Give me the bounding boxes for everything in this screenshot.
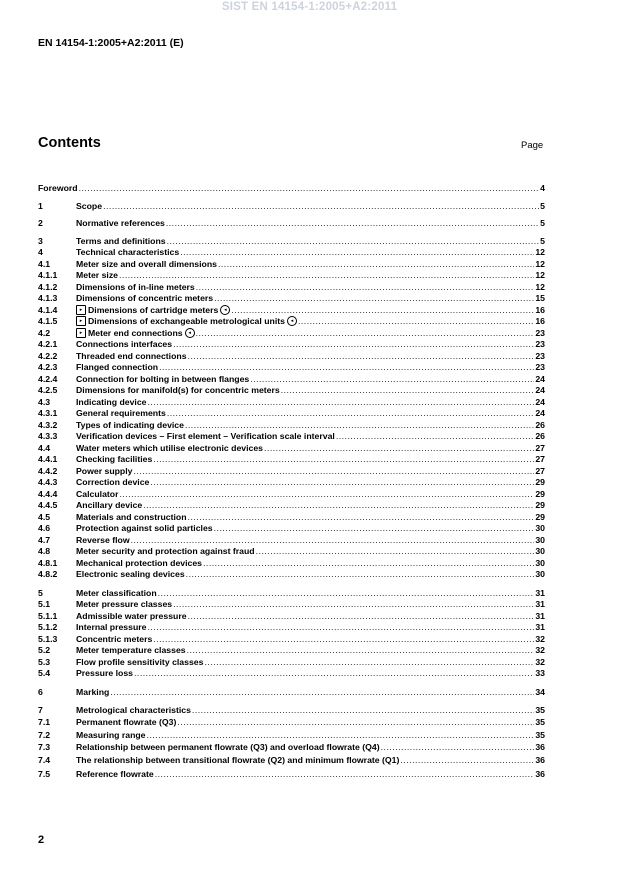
toc-entry-title [76,408,166,420]
toc-leader-dots [134,668,534,680]
toc-entry-page: 12 [535,258,545,269]
toc-leader-dots [298,316,534,328]
toc-entry-page: 30 [535,534,545,545]
toc-entry-number: 2 [38,218,43,228]
toc-entry-title [76,201,102,213]
toc-entry-title [76,687,109,699]
toc-entry-page: 23 [535,362,545,372]
toc-entry-title-text: Protection against solid particles [76,523,213,533]
page-column-label: Page [521,140,544,151]
toc-entry[interactable] [38,622,545,634]
toc-entry-title [76,742,380,754]
toc-entry-title [76,218,165,230]
amendment-end-icon: ◂ [287,316,297,326]
toc-entry-number: 5 [38,587,43,598]
toc-entry-title-text: Pressure loss [76,668,133,678]
toc-entry-title [76,546,255,558]
toc-entry[interactable] [38,293,545,305]
toc-entry-title-text: Threaded end connections [76,350,187,361]
toc-entry-page: 12 [535,281,545,292]
toc-entry-page: 34 [535,686,545,697]
toc-leader-dots [153,634,534,646]
toc-entry-title-text: Reference flowrate [76,768,154,779]
toc-entry-page: 27 [535,442,545,453]
toc-entry-number: 7.1 [38,716,51,727]
toc-entry-number: 4.4 [38,442,51,453]
toc-entry[interactable] [38,599,545,611]
toc-entry-page: 5 [540,218,545,228]
toc-entry-title [76,569,185,581]
toc-entry-number: 5.1 [38,599,51,609]
toc-entry-number: 4.1.5 [38,316,58,326]
toc-entry[interactable] [38,611,545,623]
toc-entry-number: 4.3.2 [38,419,58,430]
toc-entry-page: 24 [535,373,545,384]
toc-entry-title-text: Meter end connections [88,327,183,338]
toc-entry-number: 4.1.4 [38,304,58,315]
toc-entry-page: 23 [535,339,545,349]
toc-entry[interactable] [38,201,545,213]
toc-entry-page: 35 [535,716,545,727]
toc-entry-number: 4.2.3 [38,362,58,372]
toc-entry-title [76,362,158,374]
toc-entry[interactable] [38,558,545,570]
toc-entry-title-text: Measuring range [76,730,146,740]
toc-entry-title [76,351,187,363]
toc-entry-title-text: Internal pressure [76,622,147,632]
toc-leader-dots [173,599,534,611]
toc-entry[interactable] [38,328,545,340]
toc-entry-title [76,717,176,729]
toc-leader-dots [192,705,534,717]
toc-leader-dots [155,769,535,781]
toc-leader-dots [231,305,534,317]
amendment-start-icon: ▸ [76,305,86,315]
table-of-contents [38,176,545,780]
toc-entry-page: 36 [535,768,545,779]
toc-entry[interactable] [38,305,545,317]
toc-entry-title-text: General requirements [76,408,166,418]
toc-entry-number: 4.2 [38,327,51,338]
toc-entry[interactable] [38,443,545,455]
toc-entry-title [76,293,213,305]
toc-entry-number: 4.5 [38,511,51,522]
toc-leader-dots [400,755,534,767]
toc-entry[interactable] [38,282,545,294]
toc-entry-title [76,512,187,524]
toc-entry-title-text: Dimensions for manifold(s) for concentric meters [76,385,280,395]
toc-entry-page: 5 [540,200,545,211]
amendment-end-icon: ◂ [185,328,195,338]
toc-entry-number: 4.2.4 [38,373,58,384]
toc-entry[interactable] [38,634,545,646]
toc-entry-title-text: Metrological characteristics [76,705,191,715]
toc-entry-number: 7.4 [38,755,51,765]
toc-entry-number: 4.1 [38,258,51,269]
amendment-start-icon: ▸ [76,328,86,338]
toc-leader-dots [204,657,534,669]
toc-entry-title [76,705,191,717]
toc-entry-page: 16 [535,304,545,315]
toc-entry-title-text: Ancillary device [76,500,143,510]
toc-entry[interactable] [38,769,545,781]
toc-entry-number: 4.4.5 [38,500,58,510]
toc-leader-dots [185,420,534,432]
toc-entry-page: 15 [535,293,545,303]
toc-entry-title [76,466,132,478]
amendment-end-icon: ◂ [220,305,230,315]
toc-entry-title-text: Meter classification [76,587,157,598]
toc-entry-number: 4.6 [38,523,51,533]
toc-entry[interactable] [38,500,545,512]
toc-leader-dots [166,218,539,230]
toc-entry-page: 4 [540,183,545,193]
toc-entry-title [76,500,142,512]
toc-leader-dots [187,645,535,657]
toc-entry[interactable] [38,687,545,699]
toc-leader-dots [250,374,534,386]
toc-entry-title-text: Foreword [38,183,78,193]
toc-entry-number: 5.1.3 [38,633,58,644]
amendment-start-icon: ▸ [76,316,86,326]
toc-entry-number: 5.2 [38,645,51,655]
toc-leader-dots [214,293,534,305]
toc-leader-dots [110,687,534,699]
toc-entry-title [76,443,263,455]
toc-entry-title [76,477,149,489]
toc-entry-title-text: Connection for bolting in between flanges [76,373,250,384]
toc-leader-dots [264,443,534,455]
toc-entry-page: 29 [535,511,545,522]
toc-entry-title-text: Technical characteristics [76,247,180,257]
toc-entry-title [76,611,187,623]
toc-entry-page: 32 [535,645,545,655]
toc-entry-title [76,328,195,340]
toc-entry-title [76,599,172,611]
toc-entry[interactable] [38,218,545,230]
toc-entry-title-text: Flanged connection [76,362,159,372]
toc-leader-dots [167,236,540,248]
toc-entry-page: 12 [535,247,545,257]
toc-leader-dots [131,535,535,547]
toc-leader-dots [177,717,534,729]
toc-entry-title-text: Reverse flow [76,534,130,545]
toc-leader-dots [167,408,535,420]
toc-leader-dots [147,397,534,409]
toc-entry-number: 4.2.1 [38,339,58,349]
toc-entry-title [76,397,146,409]
toc-leader-dots [158,588,535,600]
toc-entry-number: 4.4.3 [38,477,58,487]
toc-entry-page: 26 [535,431,545,441]
toc-entry-page: 36 [535,741,545,752]
toc-entry-number: 4.2.2 [38,350,58,361]
toc-leader-dots [336,431,535,443]
toc-entry-title [76,316,297,328]
toc-entry-title [76,282,195,294]
toc-entry-page: 35 [535,705,545,715]
toc-entry[interactable] [38,512,545,524]
toc-entry-number: 4.1.3 [38,293,58,303]
toc-leader-dots [188,611,535,623]
toc-entry-title [76,523,213,535]
toc-entry[interactable] [38,420,545,432]
toc-entry[interactable] [38,397,545,409]
toc-entry[interactable] [38,742,545,754]
toc-leader-dots [159,362,534,374]
toc-entry-number: 4.3.1 [38,408,58,418]
toc-entry-title [76,588,157,600]
toc-entry-title-text: Electronic sealing devices [76,569,185,579]
toc-entry[interactable] [38,569,545,581]
toc-entry[interactable] [38,645,545,657]
toc-entry-page: 32 [535,633,545,644]
toc-leader-dots [150,477,534,489]
toc-entry-page: 36 [535,755,545,765]
toc-leader-dots [281,385,535,397]
toc-entry-number: 4.4.1 [38,454,58,464]
toc-entry-page: 30 [535,569,545,579]
toc-entry-page: 31 [535,622,545,632]
toc-entry-title [76,259,217,271]
toc-entry[interactable] [38,668,545,680]
toc-leader-dots [103,201,539,213]
toc-entry[interactable] [38,431,545,443]
toc-entry-page: 16 [535,316,545,326]
toc-entry-number: 5.3 [38,656,51,667]
toc-entry[interactable] [38,270,545,282]
toc-entry[interactable] [38,466,545,478]
toc-entry-title [76,339,172,351]
toc-entry[interactable] [38,489,545,501]
toc-entry-title [76,305,230,317]
toc-leader-dots [147,730,535,742]
toc-entry[interactable] [38,705,545,717]
toc-entry-title-text: Admissible water pressure [76,610,187,621]
toc-entry-title-text: Indicating device [76,396,147,407]
toc-entry-page: 29 [535,500,545,510]
toc-entry-number: 3 [38,235,43,246]
toc-entry-number: 4.4.4 [38,488,58,499]
toc-entry-number: 4.2.5 [38,385,58,395]
toc-entry-title-text: Normative references [76,218,165,228]
toc-entry-title-text: Meter pressure classes [76,599,173,609]
toc-entry-title [76,431,335,443]
toc-entry-title-text: Verification devices – First element – Verification scale interval [76,431,335,441]
toc-entry[interactable] [38,259,545,271]
toc-entry[interactable] [38,546,545,558]
toc-leader-dots [188,351,535,363]
toc-entry-number: 4.3 [38,396,51,407]
toc-leader-dots [173,339,534,351]
toc-entry[interactable] [38,385,545,397]
toc-entry-title [76,769,154,781]
toc-leader-dots [214,523,535,535]
toc-leader-dots [180,247,534,259]
toc-leader-dots [133,466,534,478]
watermark: SIST EN 14154-1:2005+A2:2011 [221,1,398,13]
toc-entry-title-text: Flow profile sensitivity classes [76,656,204,667]
toc-leader-dots [188,512,535,524]
toc-entry-page: 26 [535,419,545,430]
toc-entry-number: 4.4.2 [38,465,58,476]
toc-entry-title-text: Dimensions of cartridge meters [88,304,219,315]
toc-entry-page: 31 [535,599,545,609]
toc-entry-page: 5 [540,235,545,246]
toc-leader-dots [381,742,535,754]
toc-entry-title-text: Dimensions of in-line meters [76,281,195,292]
toc-entry[interactable] [38,657,545,669]
toc-entry[interactable] [38,374,545,386]
toc-entry-title [76,755,399,767]
toc-entry[interactable] [38,717,545,729]
toc-entry-number: 4.8 [38,546,51,556]
toc-entry-title-text: Correction device [76,477,150,487]
toc-entry-number: 5.1.2 [38,622,58,632]
toc-entry-title-text: Marking [76,686,110,697]
toc-entry-title-text: Meter size and overall dimensions [76,258,217,269]
toc-entry-number: 4.1.2 [38,281,58,292]
toc-entry-page: 32 [535,656,545,667]
toc-leader-dots [196,282,535,294]
contents-heading: Contents [38,135,101,151]
toc-entry-title [76,420,184,432]
toc-entry-title [76,668,133,680]
toc-entry-title-text: Types of indicating device [76,419,184,430]
toc-entry[interactable] [38,588,545,600]
toc-entry-title [76,634,152,646]
toc-entry-page: 24 [535,385,545,395]
toc-entry-title [76,535,130,547]
toc-entry-page: 35 [535,730,545,740]
toc-entry-number: 7.5 [38,768,51,779]
toc-entry-title-text: Permanent flowrate (Q3) [76,716,177,727]
toc-entry-title-text: Checking facilities [76,454,153,464]
toc-entry-page: 30 [535,523,545,533]
toc-entry-page: 23 [535,327,545,338]
toc-entry-title-text: Calculator [76,488,119,499]
toc-entry[interactable] [38,339,545,351]
toc-entry-title-text: Scope [76,200,103,211]
toc-entry-page: 27 [535,465,545,476]
toc-entry-number: 5.1.1 [38,610,58,621]
toc-entry-number: 4.3.3 [38,431,58,441]
toc-entry-title-text: Terms and definitions [76,235,166,246]
toc-entry-title-text: Connections interfaces [76,339,173,349]
toc-entry[interactable] [38,535,545,547]
toc-entry-title [76,385,280,397]
toc-entry-number: 7.3 [38,741,51,752]
toc-entry-number: 7 [38,705,43,715]
toc-entry[interactable] [38,523,545,535]
toc-entry-title [76,622,147,634]
toc-entry-title-text: Mechanical protection devices [76,557,203,568]
toc-entry-page: 29 [535,477,545,487]
toc-leader-dots [186,569,535,581]
toc-entry-number: 4.8.1 [38,557,58,568]
toc-entry[interactable] [38,247,545,259]
toc-entry[interactable] [38,454,545,466]
toc-entry-title-text: Meter temperature classes [76,645,186,655]
toc-entry-page: 33 [535,668,545,678]
toc-entry[interactable] [38,730,545,742]
toc-entry-title [76,657,203,669]
toc-entry-page: 31 [535,587,545,598]
toc-entry[interactable] [38,362,545,374]
toc-entry[interactable] [38,236,545,248]
toc-entry-title-text: Concentric meters [76,633,153,644]
toc-leader-dots [143,500,534,512]
toc-entry-page: 24 [535,408,545,418]
toc-leader-dots [203,558,534,570]
toc-entry-page: 12 [535,270,545,280]
toc-entry-title-text: Relationship between permanent flowrate (Q3) and overload flowrate (Q4) [76,741,380,752]
toc-entry-title-text: The relationship between transitional flowrate (Q2) and minimum flowrate (Q1) [76,755,400,765]
toc-entry-number: 5.4 [38,668,51,678]
toc-entry-title [76,489,118,501]
toc-entry-title [76,374,249,386]
toc-entry-title [76,270,118,282]
toc-entry[interactable] [38,755,545,767]
toc-entry-title-text: Power supply [76,465,133,476]
toc-entry[interactable] [38,477,545,489]
toc-entry-number: 7.2 [38,730,51,740]
toc-entry-page: 24 [535,396,545,407]
toc-leader-dots [119,489,534,501]
toc-entry-title [76,730,146,742]
page-number: 2 [38,834,45,846]
toc-entry[interactable] [38,351,545,363]
toc-entry-number: 4 [38,247,43,257]
toc-entry-title-text: Meter security and protection against fraud [76,546,255,556]
toc-leader-dots [196,328,535,340]
toc-entry-number: 4.1.1 [38,270,58,280]
document-id: EN 14154-1:2005+A2:2011 (E) [38,37,184,49]
toc-entry-title [76,645,186,657]
toc-entry-title-text: Dimensions of exchangeable metrological units [88,316,285,326]
toc-entry-page: 30 [535,557,545,568]
toc-leader-dots [256,546,535,558]
toc-entry-page: 29 [535,488,545,499]
toc-entry-page: 27 [535,454,545,464]
toc-leader-dots [218,259,534,271]
toc-entry-title [76,236,166,248]
toc-entry-number: 6 [38,686,43,697]
toc-entry-page: 30 [535,546,545,556]
toc-entry-number: 1 [38,200,43,211]
toc-entry[interactable] [38,316,545,328]
toc-entry-page: 31 [535,610,545,621]
toc-entry-title-text: Dimensions of concentric meters [76,293,214,303]
toc-entry-title-text: Materials and construction [76,511,187,522]
toc-entry[interactable] [38,408,545,420]
toc-entry-number: 4.7 [38,534,51,545]
toc-leader-dots [79,183,540,195]
toc-entry-title [76,454,152,466]
toc-entry-title [38,183,78,195]
toc-entry-title [76,247,179,259]
toc-entry-number: 4.8.2 [38,569,58,579]
toc-leader-dots [119,270,534,282]
toc-entry-title [76,558,202,570]
toc-entry[interactable] [38,183,545,195]
toc-leader-dots [148,622,535,634]
toc-leader-dots [153,454,534,466]
toc-entry-title-text: Meter size [76,270,119,280]
toc-entry-page: 23 [535,350,545,361]
toc-entry-title-text: Water meters which utilise electronic devices [76,442,264,453]
